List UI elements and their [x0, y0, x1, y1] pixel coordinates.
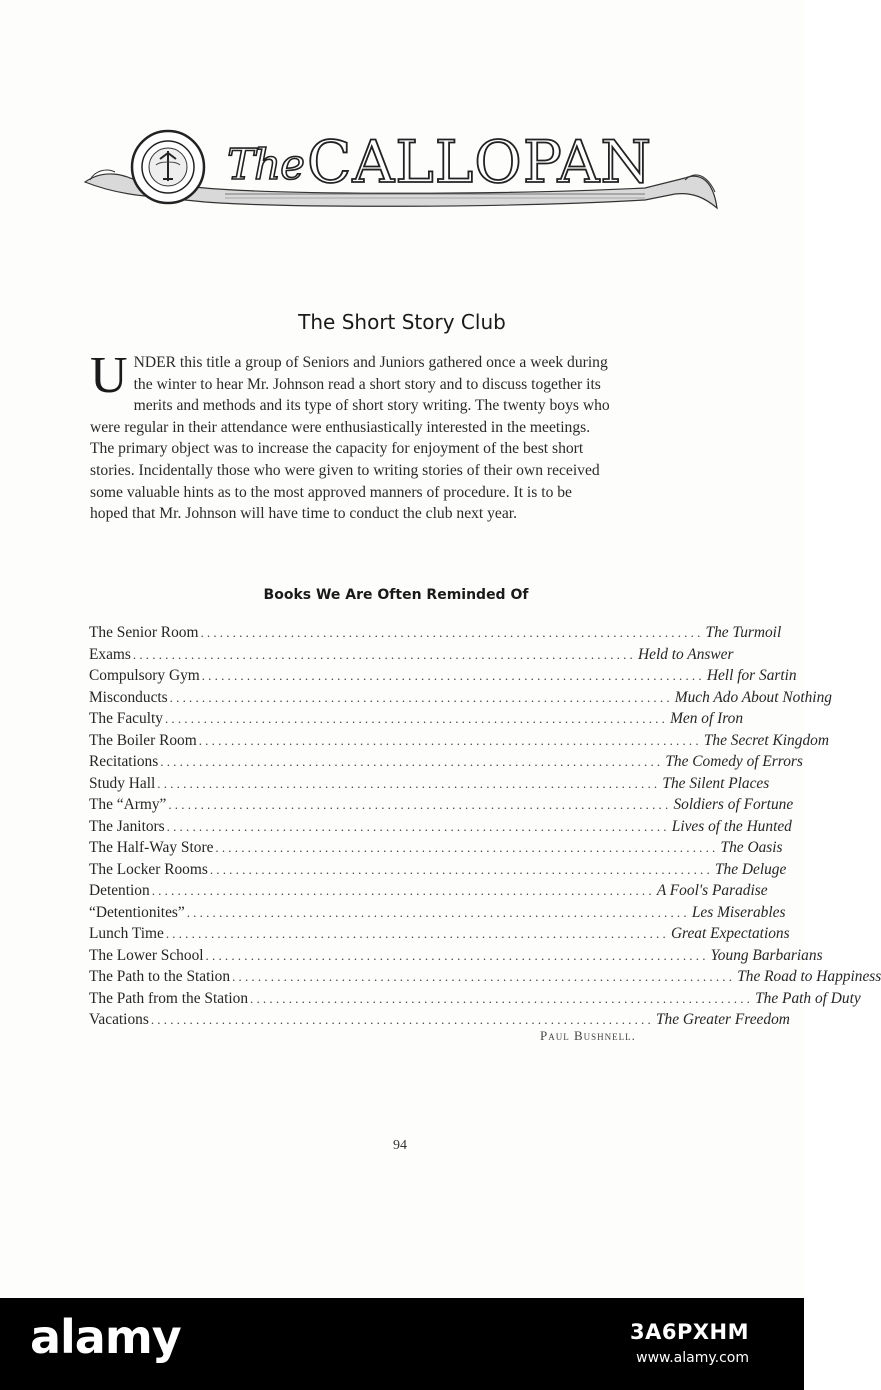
list-item	[89, 968, 881, 990]
dot-leader: ..............................................................................	[215, 840, 719, 855]
book-title: The Road to Happiness	[737, 968, 881, 985]
dot-leader: ..............................................................................	[205, 947, 709, 963]
brand-logo: alamy	[30, 1310, 181, 1364]
dot-leader: ..............................................................................	[168, 797, 672, 812]
dot-leader: ..............................................................................	[151, 883, 655, 898]
dot-leader: ..............................................................................	[198, 732, 702, 748]
book-place: The Janitors	[89, 817, 165, 835]
book-title: Young Barbarians	[710, 946, 823, 964]
list-item	[89, 860, 787, 883]
book-place: “Detentionites”	[89, 903, 185, 921]
book-title: The Deluge	[714, 860, 787, 878]
masthead-prefix: The	[227, 140, 304, 189]
article-line: some valuable hints as to the most approved manners of procedure. It is to be	[90, 483, 572, 501]
book-title: Hell for Sartin	[706, 667, 797, 684]
dot-leader: ..............................................................................	[186, 904, 690, 920]
book-title: Lives of the Hunted	[671, 817, 792, 835]
list-item	[89, 774, 770, 797]
article-line: NDER this title a group of Seniors and Juniors gathered once a week during	[133, 354, 608, 371]
book-place: Vacations	[89, 1011, 149, 1028]
book-place: The Path from the Station	[89, 989, 249, 1007]
books-heading: Books We Are Often Reminded Of	[263, 587, 529, 603]
dot-leader: ..............................................................................	[164, 711, 669, 726]
drop-cap: U	[90, 347, 128, 404]
book-place: Compulsory Gym	[89, 667, 200, 684]
book-place: Exams	[89, 645, 131, 663]
school-seal-icon	[130, 129, 206, 205]
article-line: the winter to hear Mr. Johnson read a short story and to discuss together its	[133, 375, 601, 393]
book-place: The Faculty	[89, 710, 163, 727]
book-title: The Greater Freedom	[655, 1011, 790, 1028]
book-title: The Comedy of Errors	[665, 753, 803, 770]
watermark-footer	[0, 1298, 804, 1390]
list-item	[89, 903, 786, 926]
article-line: stories. Incidentally those who were given to writing stories of their own received	[90, 461, 600, 479]
masthead-banner	[85, 120, 717, 215]
book-title: Soldiers of Fortune	[673, 796, 794, 813]
dot-leader: ..............................................................................	[166, 818, 670, 834]
list-item	[89, 731, 829, 754]
dot-leader: ..............................................................................	[169, 689, 673, 705]
list-item	[89, 946, 823, 969]
list-item	[89, 645, 734, 668]
list-item	[89, 882, 768, 904]
book-place: Detention	[89, 882, 150, 899]
dot-leader: ..............................................................................	[150, 1012, 654, 1027]
dot-leader: ..............................................................................	[160, 754, 664, 769]
list-item	[89, 796, 794, 818]
book-title: Held to Answer	[638, 645, 734, 663]
image-code: 3A6PXHM	[629, 1320, 749, 1344]
article-line: The primary object was to increase the capacity for enjoyment of the best short	[90, 440, 584, 458]
book-place: Study Hall	[89, 774, 156, 792]
book-place: The “Army”	[89, 796, 167, 813]
book-place: The Lower School	[89, 946, 204, 964]
book-title: Les Miserables	[691, 903, 786, 921]
dot-leader: ..............................................................................	[209, 861, 713, 877]
list-item	[89, 839, 783, 861]
dot-leader: ..............................................................................	[132, 646, 636, 662]
list-item	[89, 688, 832, 711]
list-item	[89, 753, 803, 775]
article-body	[90, 347, 712, 525]
book-title: Men of Iron	[670, 710, 744, 727]
book-title: Great Expectations	[670, 925, 790, 942]
book-place: The Path to the Station	[89, 968, 231, 985]
article-line: merits and methods and its type of short story writing. The twenty boys who	[133, 397, 610, 415]
book-place: The Locker Rooms	[89, 860, 208, 878]
site-url[interactable]: www.alamy.com	[636, 1350, 749, 1366]
book-place: Lunch Time	[89, 925, 164, 942]
dot-leader: ..............................................................................	[157, 775, 661, 791]
list-item	[89, 817, 792, 840]
book-title: Much Ado About Nothing	[674, 688, 832, 706]
book-title: The Path of Duty	[755, 989, 861, 1007]
list-item	[89, 667, 797, 689]
book-title: The Silent Places	[662, 774, 770, 792]
dot-leader: ..............................................................................	[201, 668, 705, 683]
book-title: The Secret Kingdom	[703, 731, 829, 749]
stock-id	[630, 1320, 749, 1366]
article-line: hoped that Mr. Johnson will have time to conduct the club next year.	[90, 505, 518, 523]
list-item	[89, 624, 782, 646]
dot-leader: ..............................................................................	[232, 969, 736, 984]
list-item	[89, 710, 744, 732]
book-place: Misconducts	[89, 688, 168, 706]
author-signature: Paul Bushnell.	[540, 1028, 636, 1043]
book-place: The Half-Way Store	[89, 839, 214, 856]
book-title: A Fool's Paradise	[656, 882, 768, 899]
page-number: 94	[393, 1138, 407, 1153]
dot-leader: ..............................................................................	[165, 926, 669, 941]
dot-leader: ..............................................................................	[200, 625, 704, 640]
masthead-title: CALLOPAN	[307, 128, 653, 196]
dot-leader: ..............................................................................	[250, 990, 754, 1006]
book-place: The Senior Room	[89, 624, 199, 641]
book-place: The Boiler Room	[89, 731, 197, 749]
list-item	[89, 925, 790, 947]
article-title: The Short Story Club	[298, 310, 506, 334]
book-title: The Turmoil	[705, 624, 782, 641]
book-title: The Oasis	[720, 839, 783, 856]
list-item	[89, 989, 861, 1012]
book-place: Recitations	[89, 753, 159, 770]
article-line: were regular in their attendance were enthusiastically interested in the meetings.	[90, 418, 591, 436]
books-list	[89, 624, 881, 1033]
